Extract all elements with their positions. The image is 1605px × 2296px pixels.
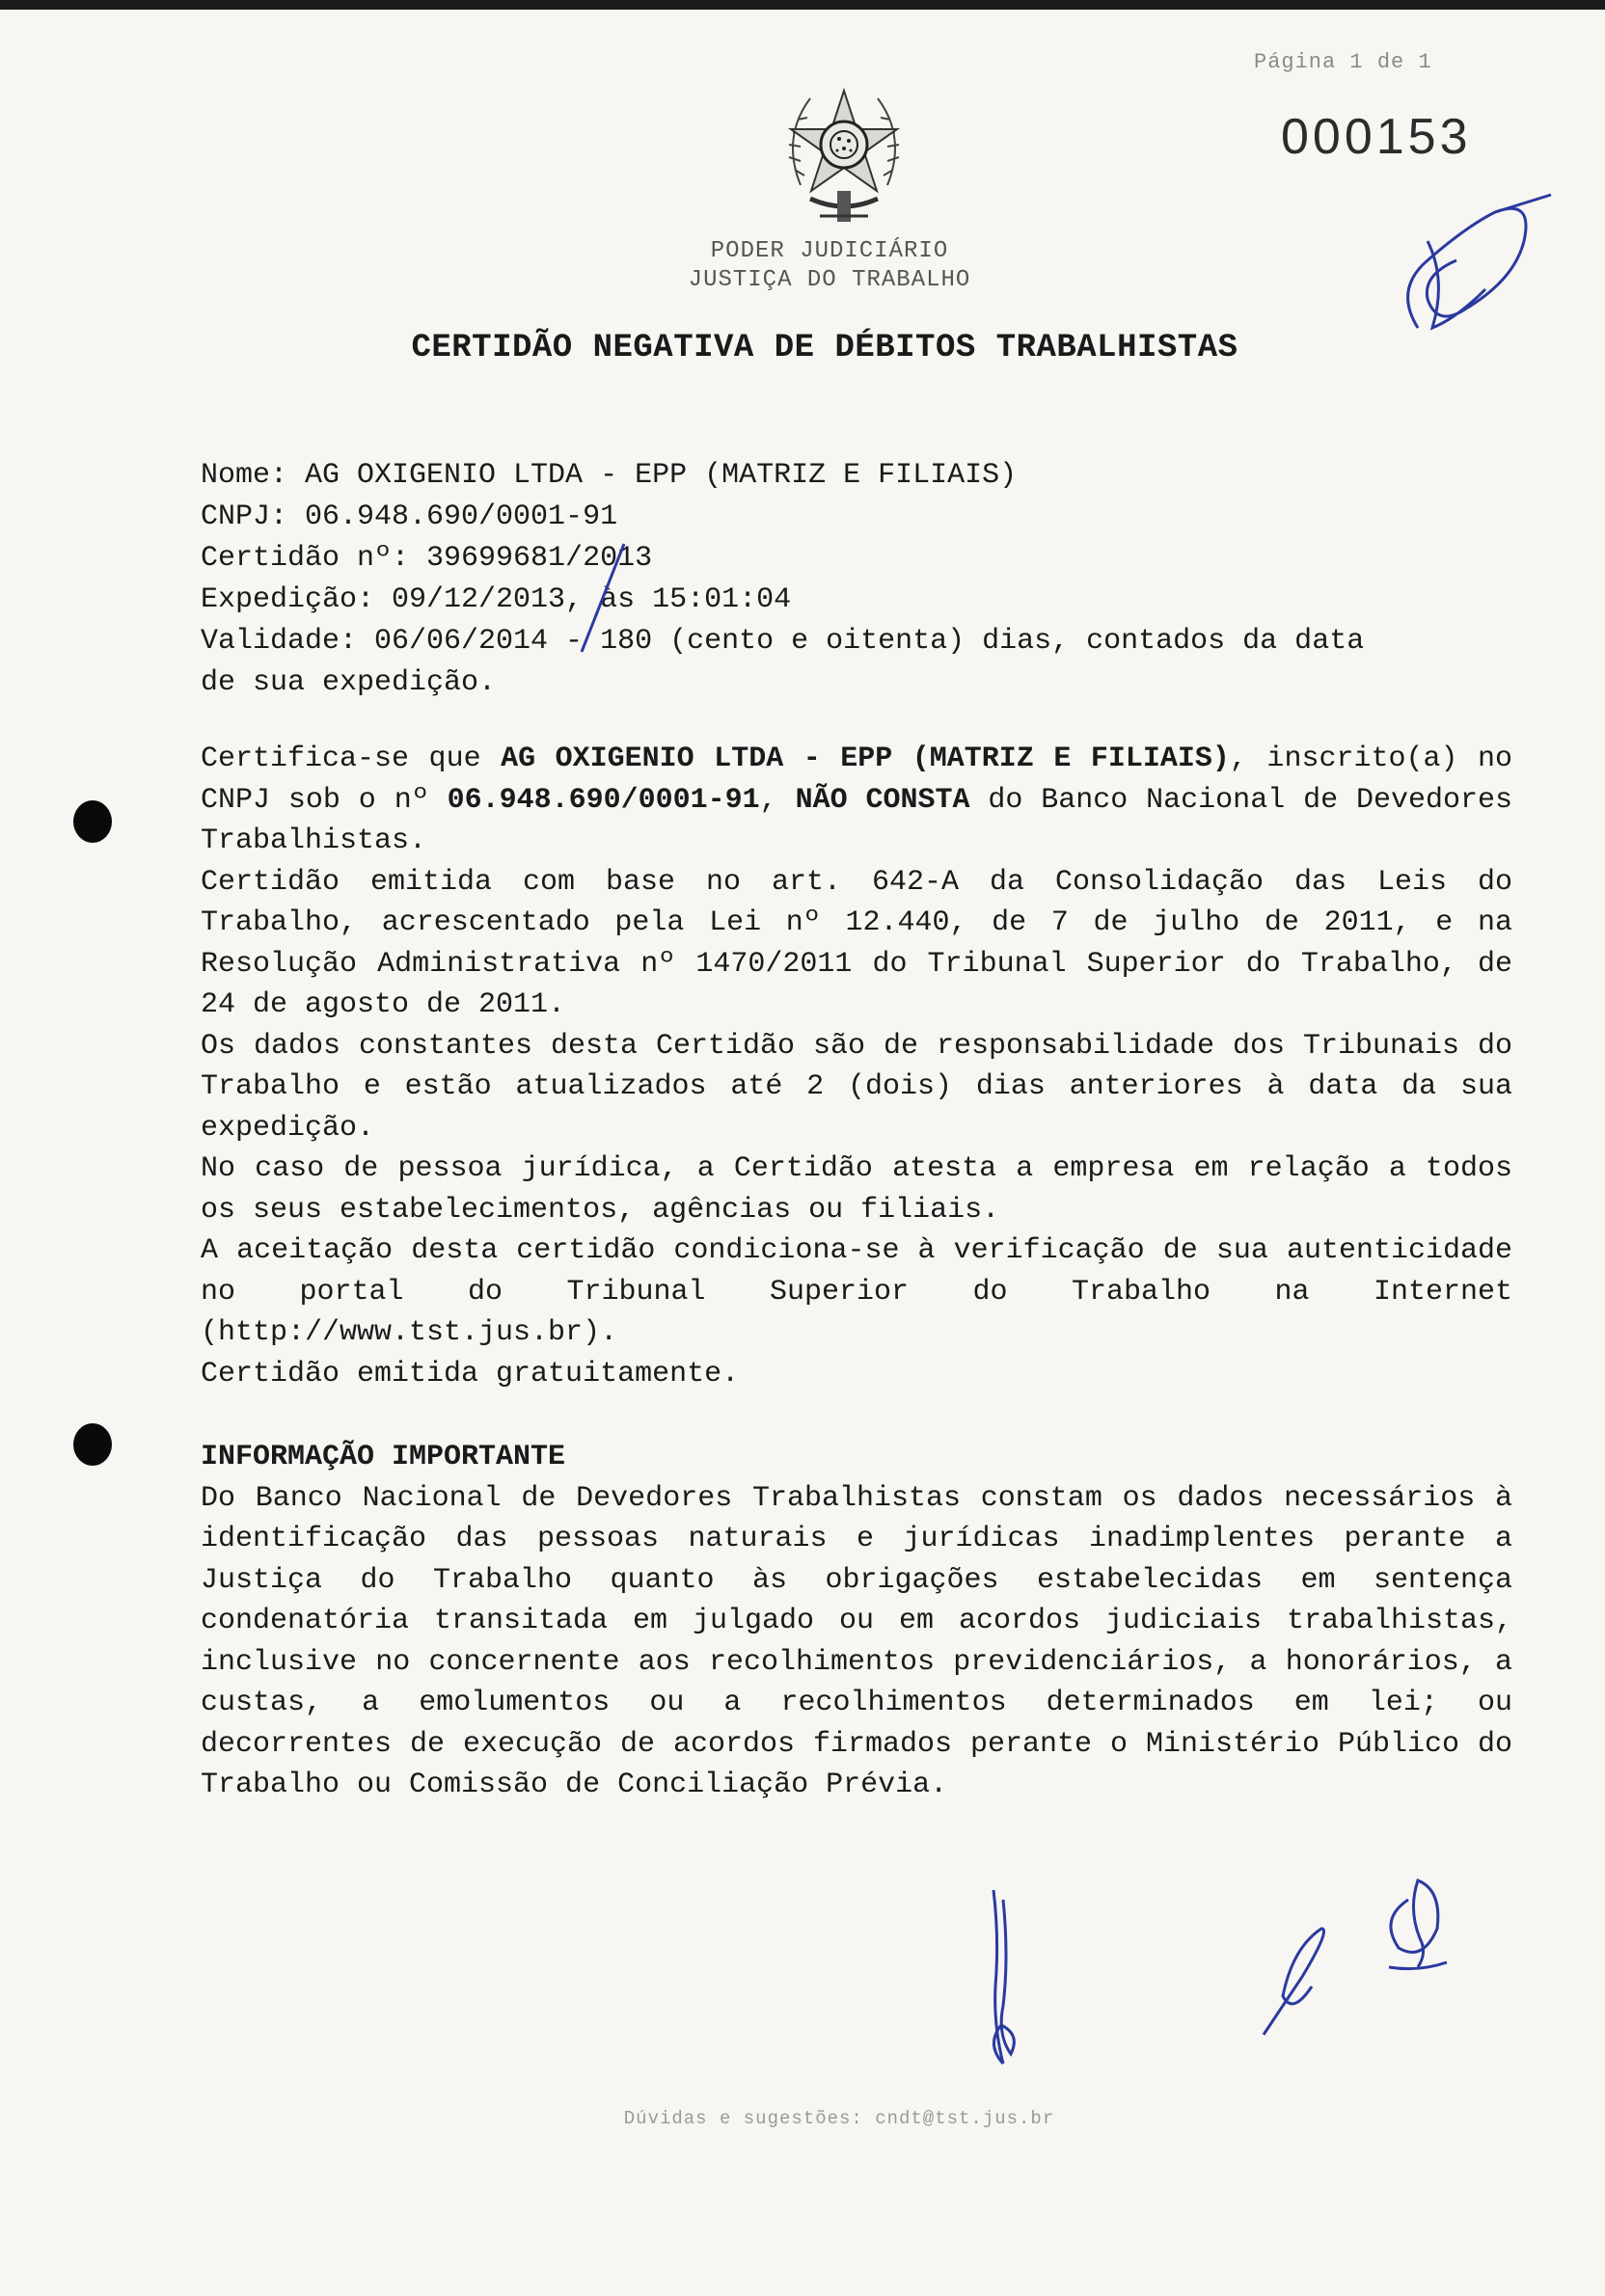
folio-stamp: 000153 <box>1281 109 1472 165</box>
initials-signature-top-icon <box>1389 183 1553 357</box>
scan-top-edge <box>0 0 1605 10</box>
cert-paragraph-4: No caso de pessoa jurídica, a Certidão atesta a empresa em relação a todos os seus estabelecimentos, agências ou filiais. <box>201 1152 1512 1227</box>
identification-block <box>201 455 1541 704</box>
cert-company-name: AG OXIGENIO LTDA - EPP (MATRIZ E FILIAIS) <box>501 743 1230 775</box>
certification-body <box>201 739 1512 1394</box>
important-text: Do Banco Nacional de Devedores Trabalhistas constam os dados necessários à identificação das pessoas naturais e jurídicas inadimplentes perante a Justiça do Trabalho quanto às obrigações estabelecidas em sentença condenatória transitada em julgado ou em acordos judiciais trabalhistas, inclusive no concernente aos recolhimentos previdenciários, a honorários, a custas, a emolumentos ou a recolhimentos determinados em lei; ou decorrentes de execução de acordos firmados perante o Ministério Público do Trabalho ou Comissão de Conciliação Prévia. <box>201 1481 1512 1801</box>
cert-status: NÃO CONSTA <box>795 783 970 817</box>
ident-cnpj: CNPJ: 06.948.690/0001-91 <box>201 500 618 533</box>
coat-of-arms-icon <box>772 79 916 233</box>
signature-right-icon <box>1254 1871 1485 2044</box>
page-counter: Página 1 de 1 <box>1254 50 1432 74</box>
pen-strike-icon <box>574 540 632 656</box>
court-line-1: PODER JUDICIÁRIO <box>710 238 949 264</box>
cert-paragraph-5: A aceitação desta certidão condiciona-se à verificação de sua autenticidade no portal do Tribunal Superior do Trabalho na Internet (http://www.tst.jus.br). <box>201 1234 1512 1349</box>
important-info-section <box>201 1437 1512 1806</box>
ident-validade-cont: de sua expedição. <box>201 666 497 699</box>
binder-hole-top <box>73 800 112 843</box>
court-header <box>579 237 1080 295</box>
cert-paragraph-2: Certidão emitida com base no art. 642-A da Consolidação das Leis do Trabalho, acrescentado pela Lei nº 12.440, de 7 de julho de 2011, e na Resolução Administrativa nº 1470/2011 do Tribunal Superior do Trabalho, de 24 de agosto de 2011. <box>201 865 1512 1021</box>
cert-p1-a: Certifica-se que <box>201 743 502 775</box>
cert-paragraph-1 <box>201 739 1512 862</box>
cert-paragraph-6: Certidão emitida gratuitamente. <box>201 1357 740 1391</box>
footer-contact: Dúvidas e sugestões: cndt@tst.jus.br <box>623 2108 1055 2129</box>
important-heading: INFORMAÇÃO IMPORTANTE <box>201 1441 566 1473</box>
binder-hole-bottom <box>73 1423 112 1466</box>
ident-expedicao: Expedição: 09/12/2013, às 15:01:04 <box>201 583 792 616</box>
cert-paragraph-3: Os dados constantes desta Certidão são de responsabilidade dos Tribunais do Trabalho e estão atualizados até 2 (dois) dias anteriores à data da sua expedição. <box>201 1029 1512 1145</box>
cert-p1-d: do Banco Nacional de Devedores Trabalhistas. <box>201 783 1513 857</box>
ident-nome: Nome: AG OXIGENIO LTDA - EPP (MATRIZ E FILIAIS) <box>201 459 1018 492</box>
court-line-2: JUSTIÇA DO TRABALHO <box>688 267 971 293</box>
document-title: CERTIDÃO NEGATIVA DE DÉBITOS TRABALHISTAS <box>411 330 1238 366</box>
cert-p1-b: , inscrito(a) no CNPJ sob o nº <box>201 743 1513 817</box>
signature-left-icon <box>965 1880 1042 2073</box>
cert-cnpj: 06.948.690/0001-91 <box>447 783 760 817</box>
ident-validade: Validade: 06/06/2014 - 180 (cento e oitenta) dias, contados da data <box>201 625 1365 658</box>
cert-p1-c: , <box>759 783 796 817</box>
ident-certidao: Certidão nº: 39699681/2013 <box>201 542 653 575</box>
